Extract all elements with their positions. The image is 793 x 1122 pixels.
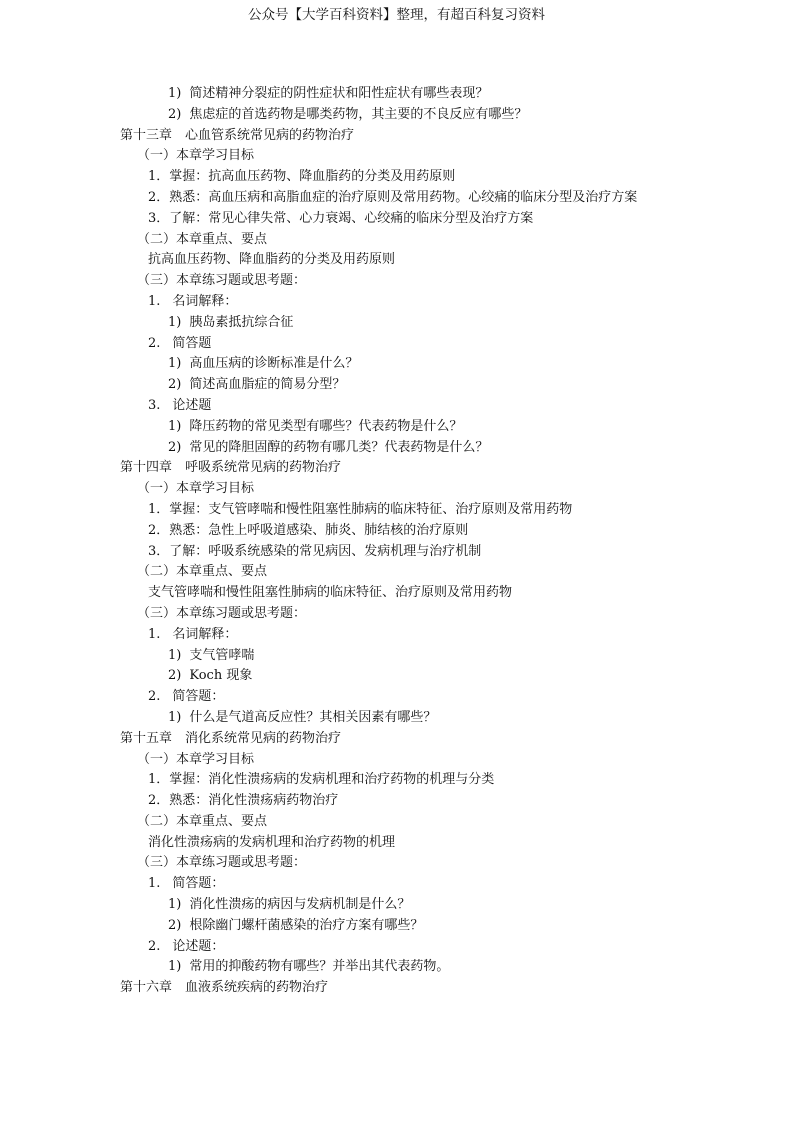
goal-line <box>0 770 793 791</box>
num-text: 名词解释： <box>172 626 238 642</box>
num-line <box>0 334 793 355</box>
goal-text: 1．掌握：消化性溃疡病的发病机理和治疗药物的机理与分类 <box>148 772 495 788</box>
num-line <box>0 625 793 646</box>
list-marker: 1) <box>168 356 182 372</box>
list-marker: 2) <box>168 439 182 455</box>
sub-line <box>0 957 793 978</box>
num-line <box>0 396 793 417</box>
sub-text: 高血压病的诊断标准是什么？ <box>189 356 359 372</box>
list-marker: 2. <box>148 938 161 954</box>
plain-text: 抗高血压药物、降血脂药的分类及用药原则 <box>148 252 396 268</box>
section-line <box>0 479 793 500</box>
sub-text: 什么是气道高反应性？其相关因素有哪些？ <box>189 709 437 725</box>
sub-line <box>0 666 793 687</box>
plain-text: 支气管哮喘和慢性阻塞性肺病的临床特征、治疗原则及常用药物 <box>148 585 513 601</box>
chapter-line <box>0 126 793 147</box>
sub-text: 降压药物的常见类型有哪些？代表药物是什么？ <box>189 418 463 434</box>
chapter-text: 第十四章 呼吸系统常见病的药物治疗 <box>120 460 342 476</box>
sub-text: 简述精神分裂症的阴性症状和阳性症状有哪些表现？ <box>189 86 489 101</box>
goal-line <box>0 791 793 812</box>
list-marker: 2. <box>148 335 161 351</box>
section-text: （二）本章重点、要点 <box>137 813 268 829</box>
num-text: 简答题 <box>172 335 212 351</box>
section-line <box>0 812 793 833</box>
num-text: 论述题： <box>172 938 225 954</box>
goal-line <box>0 167 793 188</box>
section-text: （一）本章学习目标 <box>137 751 255 767</box>
num-line <box>0 937 793 958</box>
sub-line <box>0 354 793 375</box>
num-line <box>0 687 793 708</box>
list-marker: 2. <box>148 689 161 705</box>
sub-line <box>0 895 793 916</box>
plain-line <box>0 583 793 604</box>
goal-text: 3．了解：呼吸系统感染的常见病因、发病机理与治疗机制 <box>148 543 482 559</box>
list-marker: 1. <box>148 876 161 892</box>
goal-line <box>0 500 793 521</box>
sub-line <box>0 417 793 438</box>
section-line <box>0 271 793 292</box>
plain-line <box>0 250 793 271</box>
goal-text: 1．掌握：支气管哮喘和慢性阻塞性肺病的临床特征、治疗原则及常用药物 <box>148 501 573 517</box>
page-header: 公众号【大学百科资料】整理，有超百科复习资料 <box>248 7 545 23</box>
section-text: （二）本章重点、要点 <box>137 231 268 247</box>
sub-line <box>0 646 793 667</box>
list-marker: 1) <box>168 647 182 663</box>
section-line <box>0 604 793 625</box>
plain-line <box>0 833 793 854</box>
list-marker: 2) <box>168 917 182 933</box>
list-marker: 1) <box>168 314 182 330</box>
section-text: （一）本章学习目标 <box>137 148 255 164</box>
chapter-text: 第十五章 消化系统常见病的药物治疗 <box>120 730 342 746</box>
goal-line <box>0 521 793 542</box>
chapter-text: 第十六章 血液系统疾病的药物治疗 <box>120 980 329 996</box>
num-text: 论述题 <box>172 397 212 413</box>
section-line <box>0 750 793 771</box>
num-line <box>0 874 793 895</box>
sub-text: 根除幽门螺杆菌感染的治疗方案有哪些？ <box>189 917 424 933</box>
sub-text: 常用的抑酸药物有哪些？并举出其代表药物。 <box>189 959 450 975</box>
list-marker: 1) <box>168 897 182 913</box>
goal-text: 1．掌握：抗高血压药物、降血脂药的分类及用药原则 <box>148 169 456 185</box>
sub-text: 支气管哮喘 <box>189 647 255 663</box>
list-marker: 1) <box>168 709 182 725</box>
section-text: （三）本章练习题或思考题： <box>137 605 307 621</box>
chapter-line <box>0 458 793 479</box>
list-marker: 1) <box>168 418 182 434</box>
document-body <box>0 84 793 999</box>
sub-line <box>0 84 793 105</box>
sub-line <box>0 313 793 334</box>
sub-text: 胰岛素抵抗综合征 <box>189 314 294 330</box>
section-line <box>0 230 793 251</box>
sub-line <box>0 916 793 937</box>
goal-text: 3．了解：常见心律失常、心力衰竭、心绞痛的临床分型及治疗方案 <box>148 210 534 226</box>
sub-text: 简述高血脂症的简易分型？ <box>189 377 346 393</box>
list-marker: 2) <box>168 106 182 122</box>
list-marker: 2) <box>168 668 182 684</box>
list-marker: 3. <box>148 397 161 413</box>
sub-line <box>0 105 793 126</box>
num-text: 简答题： <box>172 689 225 705</box>
section-text: （二）本章重点、要点 <box>137 564 268 580</box>
goal-line <box>0 188 793 209</box>
goal-line <box>0 209 793 230</box>
goal-line <box>0 542 793 563</box>
section-line <box>0 853 793 874</box>
chapter-line <box>0 978 793 999</box>
section-line <box>0 562 793 583</box>
sub-line <box>0 708 793 729</box>
list-marker: 1) <box>168 959 182 975</box>
list-marker: 2) <box>168 377 182 393</box>
list-marker: 1. <box>148 626 161 642</box>
chapter-text: 第十三章 心血管系统常见病的药物治疗 <box>120 127 355 143</box>
sub-text: 消化性溃疡的病因与发病机制是什么？ <box>189 897 411 913</box>
section-text: （三）本章练习题或思考题： <box>137 855 307 871</box>
plain-text: 消化性溃疡病的发病机理和治疗药物的机理 <box>148 834 396 850</box>
goal-text: 2．熟悉：消化性溃疡病药物治疗 <box>148 793 339 809</box>
sub-text: Koch 现象 <box>189 668 253 684</box>
section-text: （一）本章学习目标 <box>137 481 255 497</box>
list-marker: 1. <box>148 293 161 309</box>
chapter-line <box>0 729 793 750</box>
goal-text: 2．熟悉：高血压病和高脂血症的治疗原则及常用药物。心绞痛的临床分型及治疗方案 <box>148 189 638 205</box>
sub-text: 常见的降胆固醇的药物有哪几类？代表药物是什么？ <box>189 439 489 455</box>
sub-text: 焦虑症的首选药物是哪类药物，其主要的不良反应有哪些？ <box>189 106 528 122</box>
section-line <box>0 146 793 167</box>
section-text: （三）本章练习题或思考题： <box>137 273 307 289</box>
list-marker: 1) <box>168 86 182 101</box>
num-text: 名词解释： <box>172 293 238 309</box>
sub-line <box>0 375 793 396</box>
num-line <box>0 292 793 313</box>
goal-text: 2．熟悉：急性上呼吸道感染、肺炎、肺结核的治疗原则 <box>148 522 469 538</box>
num-text: 简答题： <box>172 876 225 892</box>
sub-line <box>0 438 793 459</box>
